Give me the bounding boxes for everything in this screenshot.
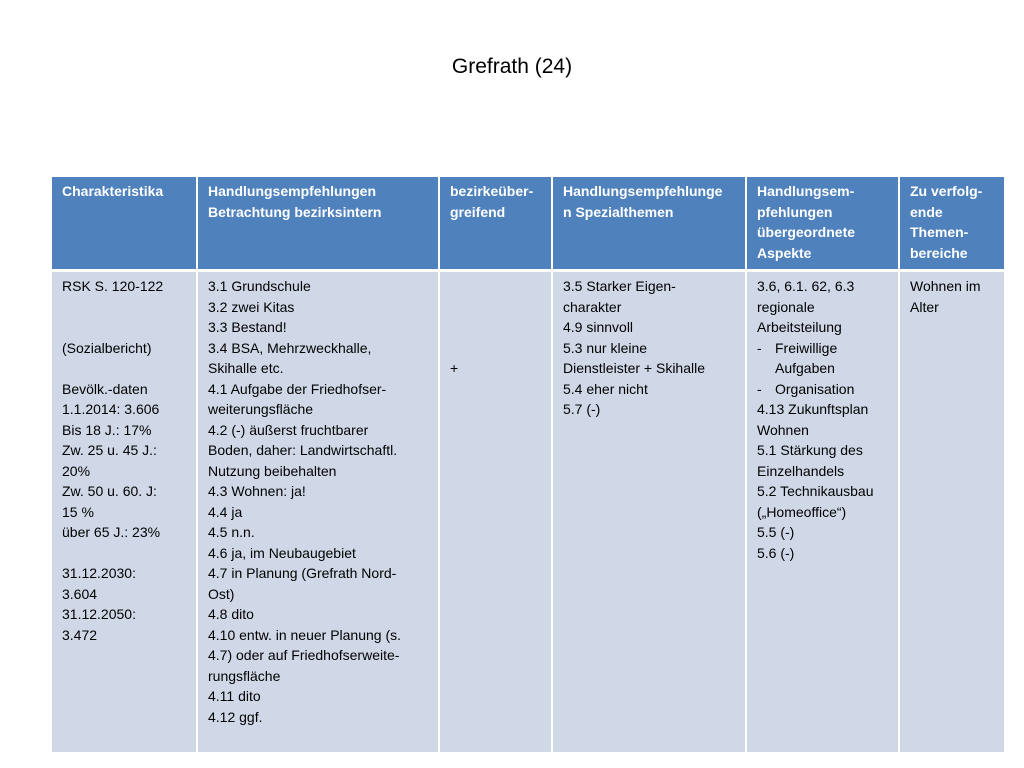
reference-text: RSK S. 120-122 [62, 278, 164, 294]
header-charakteristika: Charakteristika [52, 177, 198, 272]
recommendations-table [52, 177, 1004, 752]
cell-handlungsempfehlungen-intern: 3.1 Grundschule 3.2 zwei Kitas 3.3 Bestand! 3.4 BSA, Mehrzweckhalle, Skihalle etc. 4.1 Aufgabe der Friedhofser- weiterungsfläche 4.2 (-) äußerst fruchtbarer Boden, daher: Landwirtschaftl. Nutzung beibehalten 4.3 Wohnen: ja! 4.4 ja 4.5 n.n. 4.6 ja, im Neubaugebiet 4.7 in Planung (Grefrath Nord- Ost) 4.8 dito 4.10 entw. in neuer Planung (s. 4.7) oder auf Friedhofserweite- rungsfläche 4.11 dito 4.12 ggf. [198, 272, 440, 752]
header-spezialthemen: Handlungsempfehlunge n Spezialthemen [553, 177, 747, 272]
dash-list-item: - Organisation [757, 379, 892, 400]
cell-uebergeordnete-aspekte: 3.6, 6.1. 62, 6.3 regionale Arbeitsteilung - Freiwillige Aufgaben - Organisation 4.13 Zukunftsplan Wohnen 5.1 Stärkung des Einzelhandels 5.2 Technikausbau („Homeoffice“) 5.5 (-) 5.6 (-) [747, 272, 900, 752]
dash-list-item: - Freiwillige [757, 338, 892, 359]
dash-marker: - [757, 380, 762, 397]
table-header-row [52, 177, 1004, 272]
table-row [52, 272, 1004, 752]
header-handlungsempfehlungen-intern: Handlungsempfehlungen Betrachtung bezirksintern [198, 177, 440, 272]
dash-marker: - [757, 339, 762, 356]
header-uebergeordnete-aspekte: Handlungsem- pfehlungen übergeordnete Aspekte [747, 177, 900, 272]
sozialbericht-text: (Sozialbericht) [62, 339, 152, 356]
slide-title: Grefrath (24) [451, 55, 573, 78]
cell-charakteristika: RSK S. 120-122 (Sozialbericht) Bevölk.-daten 1.1.2014: 3.606 Bis 18 J.: 17% Zw. 25 u. 45 J.: 20% Zw. 50 u. 60. J: 15 % über 65 J.: 23% 31.12.2030: 3.604 31.12.2050: 3.472 [52, 272, 198, 752]
header-themenbereiche: Zu verfolg- ende Themen- bereiche [900, 177, 1004, 272]
plus-mark: + [450, 360, 459, 376]
cell-themenbereiche: Wohnen im Alter [900, 272, 1004, 752]
cell-spezialthemen: 3.5 Starker Eigen- charakter 4.9 sinnvoll 5.3 nur kleine Dienstleister + Skihalle 5.4 eher nicht 5.7 (-) [553, 272, 747, 752]
cell-bezirksuebergreifend [440, 272, 553, 752]
header-bezirksuebergreifend: bezirkeüber- greifend [440, 177, 553, 272]
